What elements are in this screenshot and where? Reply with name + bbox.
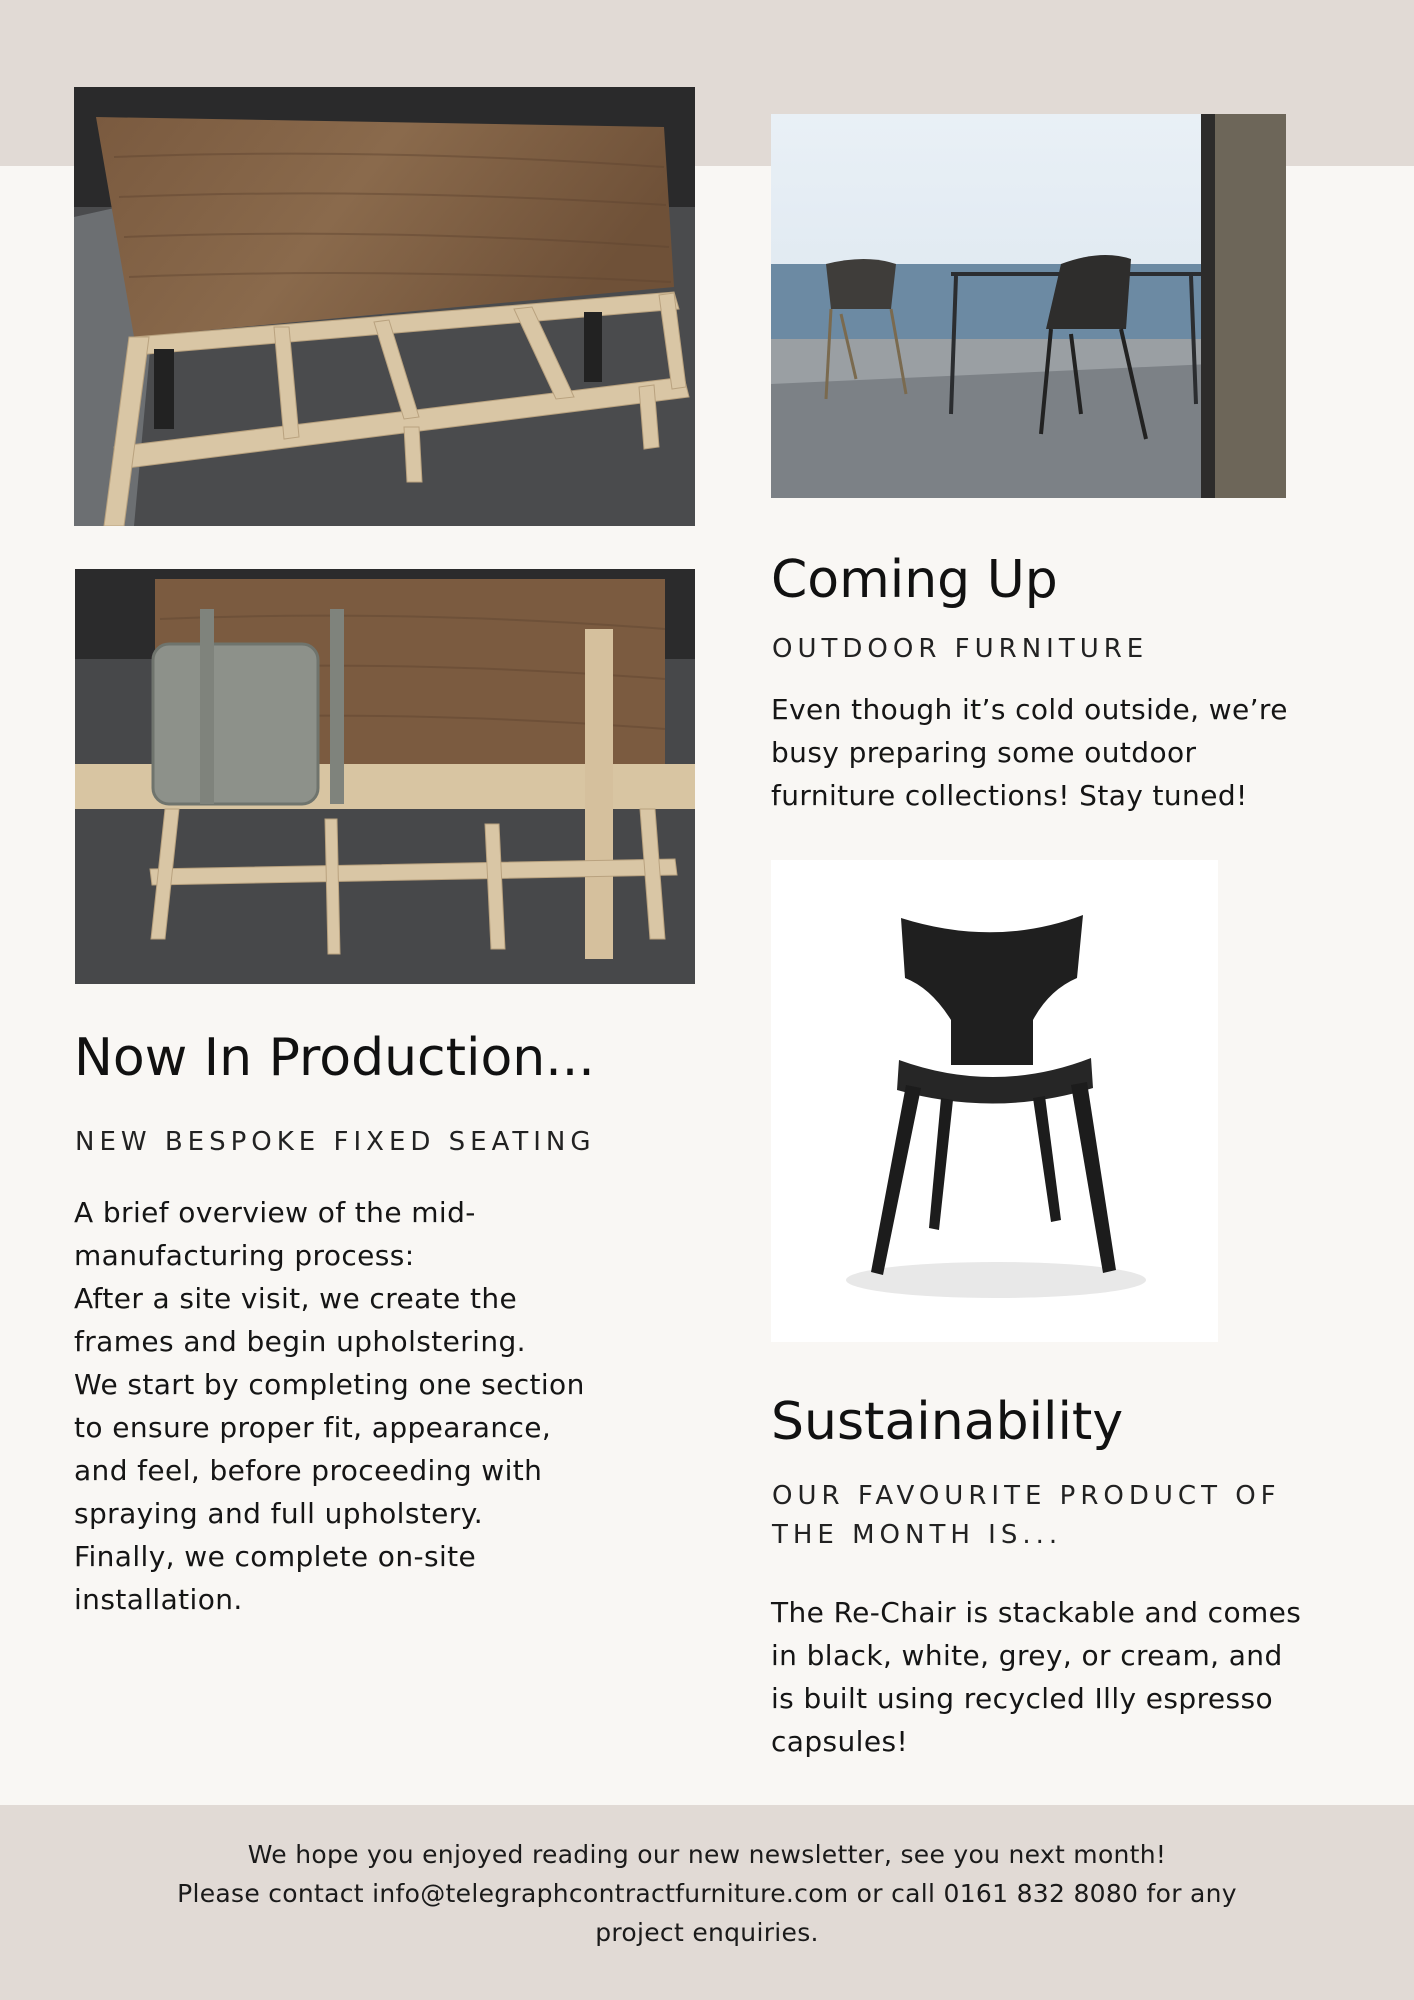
coming-up-body bbox=[771, 688, 1371, 817]
text-line: manufacturing process: bbox=[74, 1239, 415, 1272]
text-line: installation. bbox=[74, 1583, 243, 1616]
footer bbox=[0, 1805, 1414, 2000]
section-subtitle-coming-up: OUTDOOR FURNITURE bbox=[772, 634, 1149, 664]
text-line: capsules! bbox=[771, 1725, 909, 1758]
text-line: busy preparing some outdoor bbox=[771, 736, 1197, 769]
production-body bbox=[74, 1191, 714, 1621]
photo-outdoor-dining bbox=[771, 114, 1286, 498]
section-subtitle-production: NEW BESPOKE FIXED SEATING bbox=[75, 1127, 596, 1157]
footer-text bbox=[0, 1835, 1414, 1952]
text-line: We start by completing one section bbox=[74, 1368, 585, 1401]
photo-bench-frame bbox=[74, 87, 695, 526]
text-line: Finally, we complete on-site bbox=[74, 1540, 477, 1573]
section-title-coming-up: Coming Up bbox=[771, 550, 1058, 610]
sustainability-body bbox=[771, 1591, 1391, 1763]
text-line: in black, white, grey, or cream, and bbox=[771, 1639, 1283, 1672]
photo-re-chair bbox=[771, 860, 1218, 1342]
subtitle-line: THE MONTH IS... bbox=[772, 1520, 1063, 1550]
text-line: A brief overview of the mid- bbox=[74, 1196, 476, 1229]
text-line: After a site visit, we create the bbox=[74, 1282, 518, 1315]
footer-line: Please contact info@telegraphcontractfurniture.com or call 0161 832 8080 for any bbox=[177, 1879, 1237, 1908]
text-line: The Re-Chair is stackable and comes bbox=[771, 1596, 1302, 1629]
photo-upholstery bbox=[75, 569, 695, 984]
footer-line: project enquiries. bbox=[595, 1918, 819, 1947]
text-line: spraying and full upholstery. bbox=[74, 1497, 484, 1530]
section-title-production: Now In Production... bbox=[74, 1028, 595, 1088]
text-line: and feel, before proceeding with bbox=[74, 1454, 543, 1487]
text-line: is built using recycled Illy espresso bbox=[771, 1682, 1274, 1715]
subtitle-line: OUR FAVOURITE PRODUCT OF bbox=[772, 1481, 1281, 1511]
footer-line: We hope you enjoyed reading our new newsletter, see you next month! bbox=[247, 1840, 1167, 1869]
text-line: frames and begin upholstering. bbox=[74, 1325, 526, 1358]
text-line: to ensure proper fit, appearance, bbox=[74, 1411, 552, 1444]
text-line: Even though it’s cold outside, we’re bbox=[771, 693, 1288, 726]
section-title-sustainability: Sustainability bbox=[771, 1392, 1124, 1452]
section-subtitle-sustainability bbox=[772, 1477, 1392, 1555]
text-line: furniture collections! Stay tuned! bbox=[771, 779, 1248, 812]
